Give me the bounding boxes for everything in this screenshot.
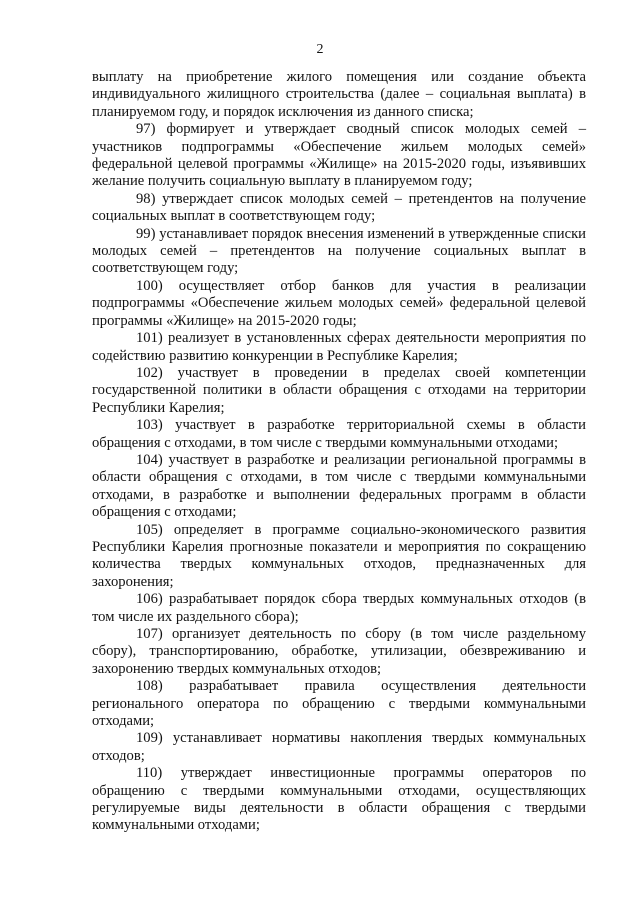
paragraph: 99) устанавливает порядок внесения изменений в утвержденные списки молодых семей – претендентов на получение социальных выплат в соответствующем году; (92, 225, 586, 277)
paragraph: 97) формирует и утверждает сводный список молодых семей – участников подпрограммы «Обеспечение жильем молодых семей» федеральной целевой программы «Жилище» на 2015-2020 годы, изъявивших желание получить социальную выплату в планируемом году; (92, 121, 586, 190)
paragraph: 108) разрабатывает правила осуществления деятельности регионального оператора по обращению с твердыми коммунальными отходами; (92, 678, 586, 730)
paragraph: 105) определяет в программе социально-экономического развития Республики Карелия прогнозные показатели и мероприятия по сокращению количества твердых коммунальных отходов, предназначенных для захоронения; (92, 521, 586, 590)
document-body (92, 69, 586, 835)
paragraph: 103) участвует в разработке территориальной схемы в области обращения с отходами, в том числе с твердыми коммунальными отходами; (92, 417, 586, 451)
paragraph: 107) организует деятельность по сбору (в том числе раздельному сбору), транспортированию, обработке, утилизации, обезвреживанию и захоронению твердых коммунальных отходов; (92, 626, 586, 677)
paragraph: 110) утверждает инвестиционные программы операторов по обращению с твердыми коммунальными отходами, осуществляющих регулируемые виды деятельности в области обращения с твердыми коммунальными отходами; (92, 765, 586, 834)
paragraph: 100) осуществляет отбор банков для участия в реализации подпрограммы «Обеспечение жильем молодых семей» федеральной целевой программы «Жилище» на 2015-2020 годы; (92, 277, 586, 329)
page-number: 2 (316, 42, 324, 57)
paragraph: 104) участвует в разработке и реализации региональной программы в области обращения с отходами, в том числе с твердыми коммунальными отходами, в разработке и выполнении федеральных программ в области обращения с отходами; (92, 451, 586, 521)
paragraph: 109) устанавливает нормативы накопления твердых коммунальных отходов; (92, 730, 586, 764)
paragraph: 101) реализует в установленных сферах деятельности мероприятия по содействию развитию конкуренции в Республике Карелия; (92, 330, 586, 364)
paragraph: 102) участвует в проведении в пределах своей компетенции государственной политики в области обращения с отходами на территории Республики Карелия; (92, 364, 586, 416)
paragraph: 98) утверждает список молодых семей – претендентов на получение социальных выплат в соответствующем году; (92, 190, 586, 225)
paragraph: 106) разрабатывает порядок сбора твердых коммунальных отходов (в том числе их раздельного сбора); (92, 591, 586, 625)
paragraph: выплату на приобретение жилого помещения или создание объекта индивидуального жилищного строительства (далее – социальная выплата) в планируемом году, и порядок исключения из данного списка; (92, 69, 586, 120)
